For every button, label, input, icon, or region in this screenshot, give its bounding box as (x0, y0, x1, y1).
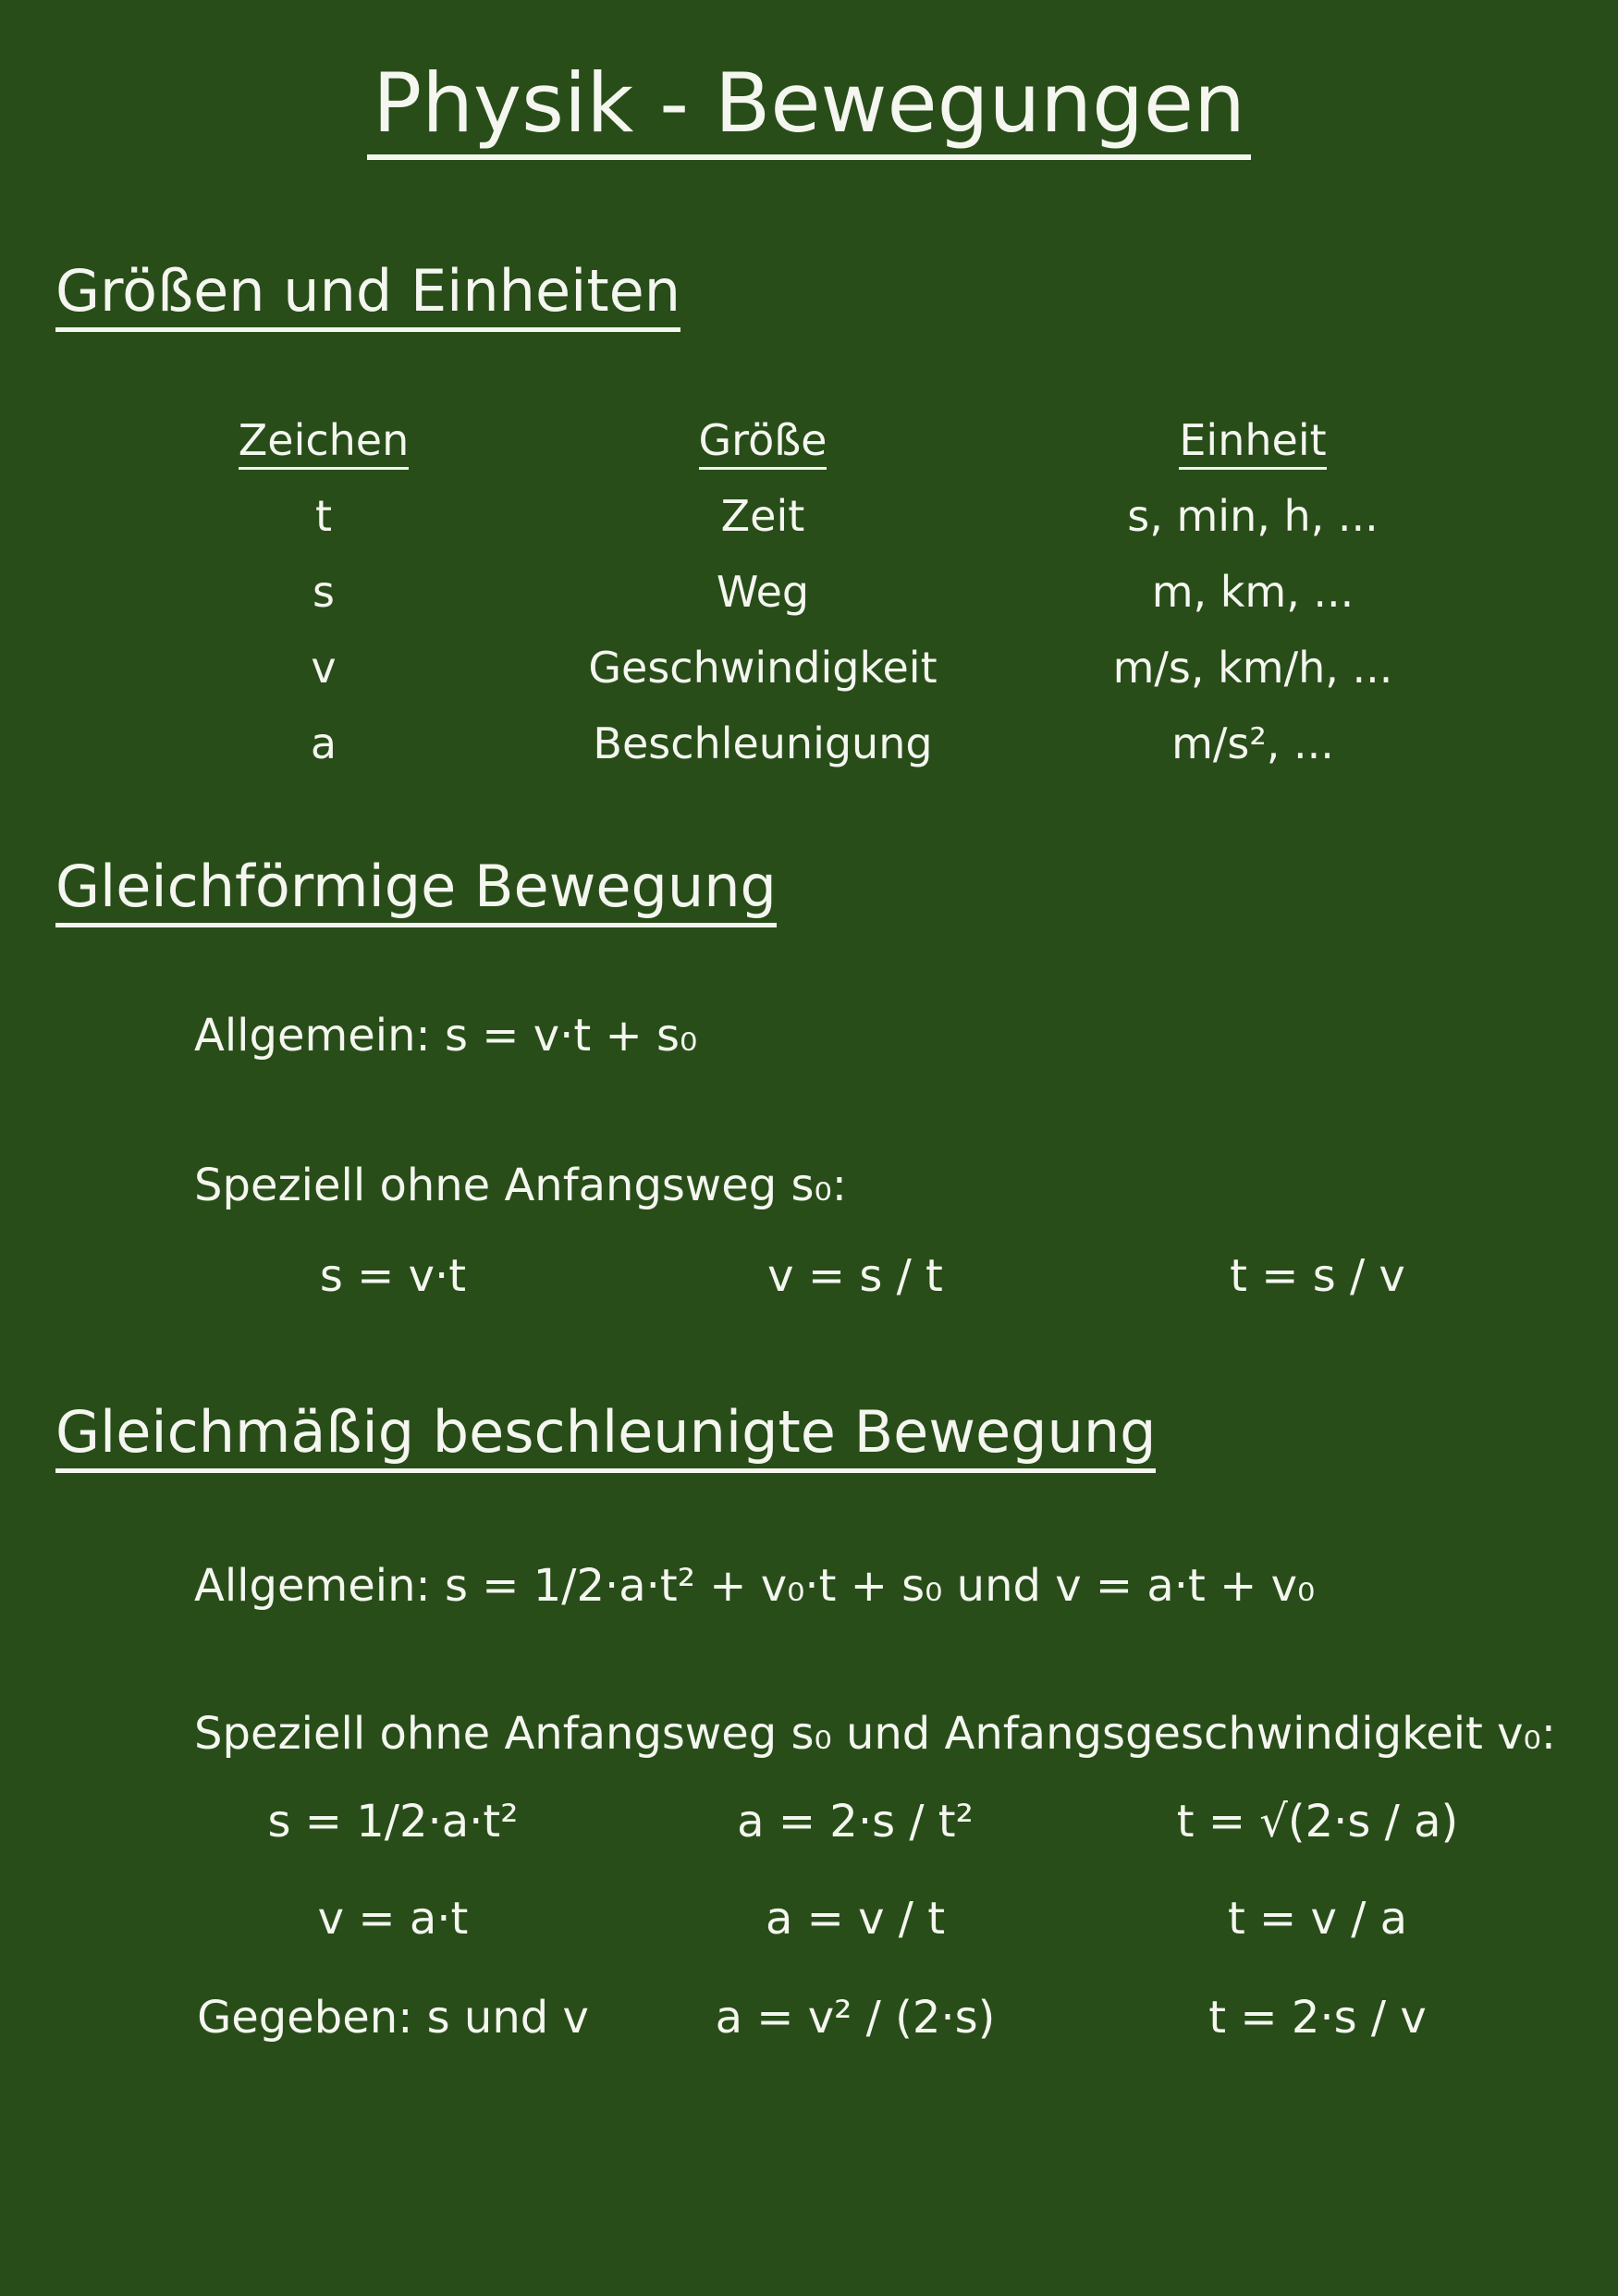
formula: t = √(2·s / a) (1176, 1796, 1459, 1848)
table-cell: a (310, 718, 337, 768)
uniform-general-formula: Allgemein: s = v·t + s₀ (194, 1010, 698, 1062)
table-cell: Beschleunigung (593, 718, 933, 768)
formula: Gegeben: s und v (197, 1992, 589, 2044)
accelerated-special-label: Speziell ohne Anfangsweg s₀ und Anfangsgeschwindigkeit v₀: (194, 1708, 1556, 1760)
page-title-text: Physik - Bewegungen (367, 55, 1251, 160)
table-cell: m, km, ... (1151, 567, 1354, 617)
formula: a = v² / (2·s) (715, 1992, 996, 2044)
table-cell: Geschwindigkeit (588, 643, 938, 693)
section-heading-units: Größen und Einheiten (55, 257, 680, 325)
formula: s = v·t (319, 1250, 467, 1302)
table-cell: Weg (716, 567, 810, 617)
table-header-unit: Einheit (1012, 414, 1493, 466)
table-header-quantity: Größe (522, 414, 1003, 466)
formula: v = s / t (767, 1250, 943, 1302)
table-cell: m/s, km/h, ... (1112, 643, 1393, 693)
formula: v = a·t (317, 1893, 469, 1945)
section-heading-uniform: Gleichförmige Bewegung (55, 853, 777, 921)
table-cell: m/s², ... (1171, 718, 1334, 768)
table-cell: s (313, 567, 335, 617)
formula: t = v / a (1227, 1893, 1408, 1945)
table-header-symbol: Zeichen (83, 414, 564, 466)
formula: t = 2·s / v (1208, 1992, 1427, 2044)
formula: a = v / t (765, 1893, 946, 1945)
table-cell: t (314, 491, 333, 541)
formula: t = s / v (1230, 1250, 1405, 1302)
uniform-special-label: Speziell ohne Anfangsweg s₀: (194, 1160, 847, 1211)
table-cell: v (311, 643, 337, 693)
section-heading-accelerated: Gleichmäßig beschleunigte Bewegung (55, 1398, 1156, 1467)
formula: s = 1/2·a·t² (267, 1796, 519, 1848)
formula: a = 2·s / t² (737, 1796, 974, 1848)
table-cell: s, min, h, ... (1127, 491, 1379, 541)
accelerated-general-formula: Allgemein: s = 1/2·a·t² + v₀·t + s₀ und v = a·t + v₀ (194, 1560, 1316, 1612)
page-title (0, 57, 1618, 150)
table-cell: Zeit (720, 491, 805, 541)
